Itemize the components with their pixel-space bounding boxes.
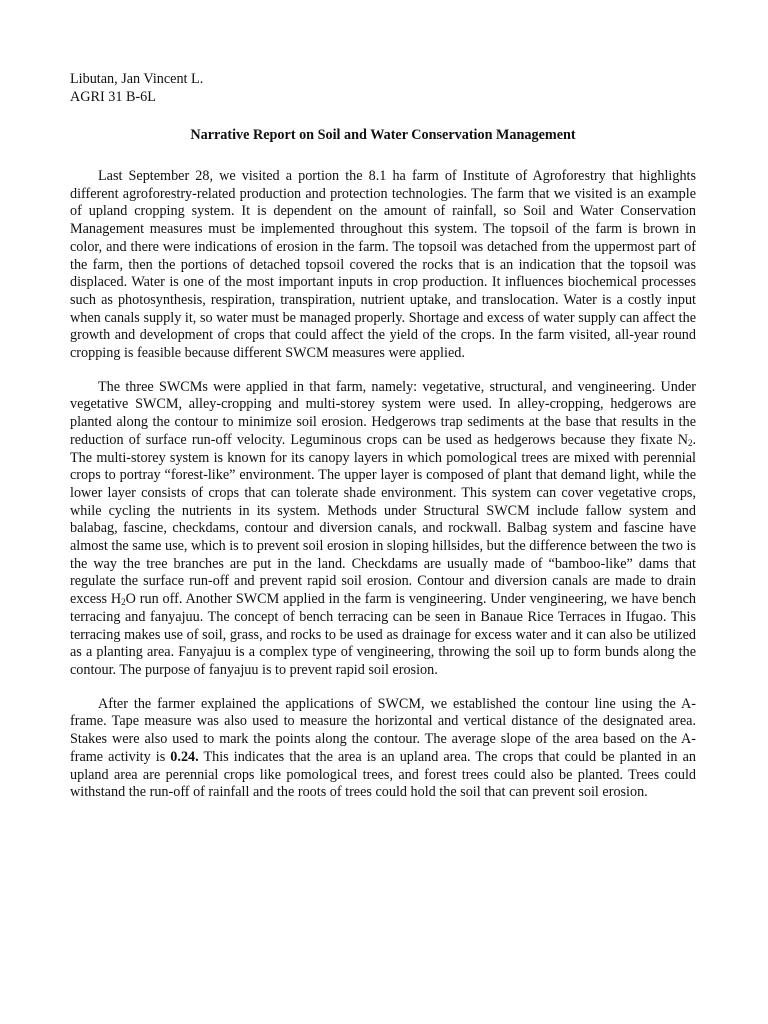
- paragraph-intro-text: Last September 28, we visited a portion the 8.1 ha farm of Institute of Agroforestry that highlights different agroforestry-related production and protection technologies. The farm that we visited is an example of upland cropping system. It is dependent on the amount of rainfall, so Soil and Water Conservation Management measures must be implemented throughout this system. The topsoil of the farm is brown in color, and there were indications of erosion in the farm. The topsoil was detached from the uppermost part of the farm, then the portions of detached topsoil covered the rocks that is an indication that the topsoil was displaced. Water is one of the most important inputs in crop production. It influences biochemical processes such as photosynthesis, respiration, transpiration, nutrient uptake, and translocation. Water is a costly input when canals supply it, so water must be managed properly. Shortage and excess of water supply can affect the growth and development of crops that could affect the yield of the crops. In the farm visited, all-year round cropping is feasible because different SWCM measures were applied.: [70, 168, 696, 362]
- paragraph-swcm-text-a: The three SWCMs were applied in that farm, namely: vegetative, structural, and vengineering. Under vegetative SWCM, alley-cropping and multi-storey system were used. In alley-cropping, hedgerows are planted along the contour to minimize soil erosion. Hedgerows trap sediments at the base that results in the reduction of surface run-off velocity. Leguminous crops can be used as hedgerows because they fixate N: [70, 378, 696, 448]
- nitrogen-subscript: 2: [687, 437, 693, 448]
- water-subscript: 2: [121, 597, 126, 608]
- paragraph-contour-text-b: This indicates that the area is an upland area. The crops that could be planted in an upland area are perennial crops like pomological trees, and forest trees could also be planted. Trees could withstand the run-off of rainfall and the roots of trees could hold the soil that can prevent soil erosion.: [70, 748, 696, 801]
- course-section: AGRI 31 B-6L: [70, 89, 156, 105]
- average-slope-value: 0.24.: [170, 748, 199, 765]
- paragraph-swcm-types: [70, 379, 696, 680]
- paragraph-intro: [70, 168, 696, 363]
- report-title: Narrative Report on Soil and Water Conservation Management: [190, 127, 576, 143]
- paragraph-contour-activity: [70, 696, 696, 802]
- author-name: Libutan, Jan Vincent L.: [70, 71, 204, 87]
- paragraph-swcm-text-b: . The multi-storey system is known for its canopy layers in which pomological trees are mixed with perennial crops to portray “forest-like” environment. The upper layer is composed of plant that demand light, while the lower layer consists of crops that can tolerate shade environment. This system can cover vegetative crops, while cycling the nutrients in its system. Methods under Structural SWCM include fallow system and balabag, fascine, checkdams, contour and diversion canals, and rockwall. Balbag system and fascine have almost the same use, which is to prevent soil erosion in sloping hillsides, but the difference between the two is the way the tree branches are put in the land. Checkdams are usually made of “bamboo-like” dams that regulate the surface run-off and prevent rapid soil erosion. Contour and diversion canals are made to drain excess H: [70, 431, 696, 608]
- paragraph-swcm-text-c: O run off. Another SWCM applied in the farm is vengineering. Under vengineering, we have bench terracing and fanyajuu. The concept of bench terracing can be seen in Banaue Rice Terraces in Ifugao. This terracing makes use of soil, grass, and rocks to be used as drainage for excess water and it can also be utilized as a planting area. Fanyajuu is a complex type of vengineering, throwing the soil up to form bunds along the contour. The purpose of fanyajuu is to prevent rapid soil erosion.: [70, 591, 696, 678]
- paragraph-contour-text-a: After the farmer explained the applications of SWCM, we established the contour line using the A-frame. Tape measure was also used to measure the horizontal and vertical distance of the designated area. Stakes were also used to mark the points along the contour. The average slope of the area based on the A-frame activity is: [70, 695, 696, 765]
